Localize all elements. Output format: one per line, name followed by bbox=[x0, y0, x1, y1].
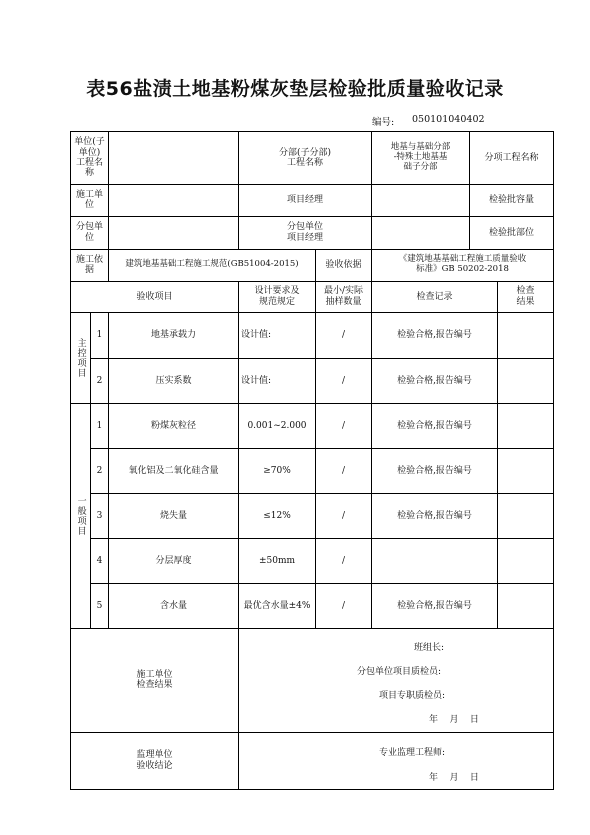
item-record: 检验合格,报告编号 bbox=[372, 448, 498, 493]
column-header-row bbox=[71, 281, 554, 312]
construction-basis-label: 施工依据 bbox=[71, 249, 109, 281]
item-project-label: 分项工程名称 bbox=[470, 132, 554, 185]
subcontract-unit-label: 分包单位 bbox=[71, 216, 109, 249]
batch-location-label: 检验批部位 bbox=[470, 216, 554, 249]
construction-check-date: 年 月 日 bbox=[429, 714, 479, 725]
item-sample: / bbox=[316, 403, 372, 448]
item-record: 检验合格,报告编号 bbox=[372, 493, 498, 538]
table-row bbox=[71, 448, 554, 493]
item-sample: / bbox=[316, 538, 372, 583]
subcontract-unit-value[interactable] bbox=[109, 216, 239, 249]
col-result-header: 检查 结果 bbox=[498, 281, 554, 312]
table-row bbox=[71, 583, 554, 628]
code-value: 050101040402 bbox=[412, 114, 485, 125]
item-no: 1 bbox=[91, 312, 109, 358]
item-record: 检验合格,报告编号 bbox=[372, 358, 498, 403]
header-row-project bbox=[71, 132, 554, 185]
acceptance-basis-label: 验收依据 bbox=[316, 249, 372, 281]
item-result[interactable] bbox=[498, 358, 554, 403]
item-name: 氧化铝及二氧化硅含量 bbox=[109, 448, 239, 493]
unit-project-label: 单位(子单位) 工程名称 bbox=[71, 132, 109, 185]
supervision-date: 年 月 日 bbox=[429, 772, 479, 783]
construction-basis-value: 建筑地基基础工程施工规范(GB51004-2015) bbox=[109, 249, 316, 281]
supervision-signature-area[interactable] bbox=[239, 732, 554, 789]
item-record: 检验合格,报告编号 bbox=[372, 583, 498, 628]
item-no: 3 bbox=[91, 493, 109, 538]
item-no: 4 bbox=[91, 538, 109, 583]
col-item-header: 验收项目 bbox=[71, 281, 239, 312]
page-title: 表56盐渍土地基粉煤灰垫层检验批质量验收记录 bbox=[86, 78, 504, 100]
header-row-basis bbox=[71, 249, 554, 281]
project-manager-value[interactable] bbox=[372, 184, 470, 216]
code-label: 编号: bbox=[372, 117, 395, 128]
item-design: 0.001~2.000 bbox=[239, 403, 316, 448]
sub-division-value: 地基与基础分部 -特殊土地基基 础子分部 bbox=[372, 132, 470, 185]
construction-unit-label: 施工单位 bbox=[71, 184, 109, 216]
item-result[interactable] bbox=[498, 312, 554, 358]
item-design: 设计值: bbox=[239, 358, 316, 403]
item-name: 压实系数 bbox=[109, 358, 239, 403]
item-no: 2 bbox=[91, 358, 109, 403]
item-record: 检验合格,报告编号 bbox=[372, 312, 498, 358]
construction-check-row bbox=[71, 628, 554, 732]
item-sample: / bbox=[316, 493, 372, 538]
batch-capacity-label: 检验批容量 bbox=[470, 184, 554, 216]
table-row bbox=[71, 312, 554, 358]
supervision-label: 监理单位 验收结论 bbox=[71, 732, 239, 789]
table-row bbox=[71, 403, 554, 448]
sub-division-label: 分部(子分部) 工程名称 bbox=[239, 132, 372, 185]
item-no: 5 bbox=[91, 583, 109, 628]
subcontract-pm-label: 分包单位 项目经理 bbox=[239, 216, 372, 249]
item-result[interactable] bbox=[498, 493, 554, 538]
main-items-label: 主控项目 bbox=[71, 312, 91, 403]
project-manager-label: 项目经理 bbox=[239, 184, 372, 216]
unit-project-value[interactable] bbox=[109, 132, 239, 185]
item-design: 最优含水量±4% bbox=[239, 583, 316, 628]
item-sample: / bbox=[316, 358, 372, 403]
item-result[interactable] bbox=[498, 538, 554, 583]
item-sample: / bbox=[316, 312, 372, 358]
general-items-label: 一般项目 bbox=[71, 403, 91, 628]
item-no: 2 bbox=[91, 448, 109, 493]
subcontract-pm-value[interactable] bbox=[372, 216, 470, 249]
team-leader-label: 班组长: bbox=[414, 642, 445, 653]
item-design: ±50mm bbox=[239, 538, 316, 583]
item-sample: / bbox=[316, 448, 372, 493]
construction-unit-value[interactable] bbox=[109, 184, 239, 216]
inspection-form-table bbox=[70, 131, 554, 790]
construction-check-label: 施工单位 检查结果 bbox=[71, 628, 239, 732]
item-design: ≥70% bbox=[239, 448, 316, 493]
table-row bbox=[71, 538, 554, 583]
item-name: 含水量 bbox=[109, 583, 239, 628]
item-no: 1 bbox=[91, 403, 109, 448]
item-record: 检验合格,报告编号 bbox=[372, 403, 498, 448]
supervision-row bbox=[71, 732, 554, 789]
item-result[interactable] bbox=[498, 583, 554, 628]
item-name: 粉煤灰粒径 bbox=[109, 403, 239, 448]
table-row bbox=[71, 493, 554, 538]
item-design: ≤12% bbox=[239, 493, 316, 538]
header-row-subcontractor bbox=[71, 216, 554, 249]
sub-inspector-label: 分包单位项目质检员: bbox=[357, 666, 442, 677]
item-result[interactable] bbox=[498, 448, 554, 493]
item-name: 烧失量 bbox=[109, 493, 239, 538]
col-sample-header: 最小/实际 抽样数量 bbox=[316, 281, 372, 312]
acceptance-basis-value: 《建筑地基基础工程施工质量验收 标准》GB 50202-2018 bbox=[372, 249, 554, 281]
item-name: 地基承载力 bbox=[109, 312, 239, 358]
project-inspector-label: 项目专职质检员: bbox=[379, 690, 446, 701]
item-sample: / bbox=[316, 583, 372, 628]
construction-check-signature-area[interactable] bbox=[239, 628, 554, 732]
item-design: 设计值: bbox=[239, 312, 316, 358]
header-row-contractor bbox=[71, 184, 554, 216]
item-result[interactable] bbox=[498, 403, 554, 448]
item-record bbox=[372, 538, 498, 583]
col-design-header: 设计要求及 规范规定 bbox=[239, 281, 316, 312]
table-row bbox=[71, 358, 554, 403]
supervising-engineer-label: 专业监理工程师: bbox=[379, 747, 446, 758]
item-name: 分层厚度 bbox=[109, 538, 239, 583]
col-record-header: 检查记录 bbox=[372, 281, 498, 312]
